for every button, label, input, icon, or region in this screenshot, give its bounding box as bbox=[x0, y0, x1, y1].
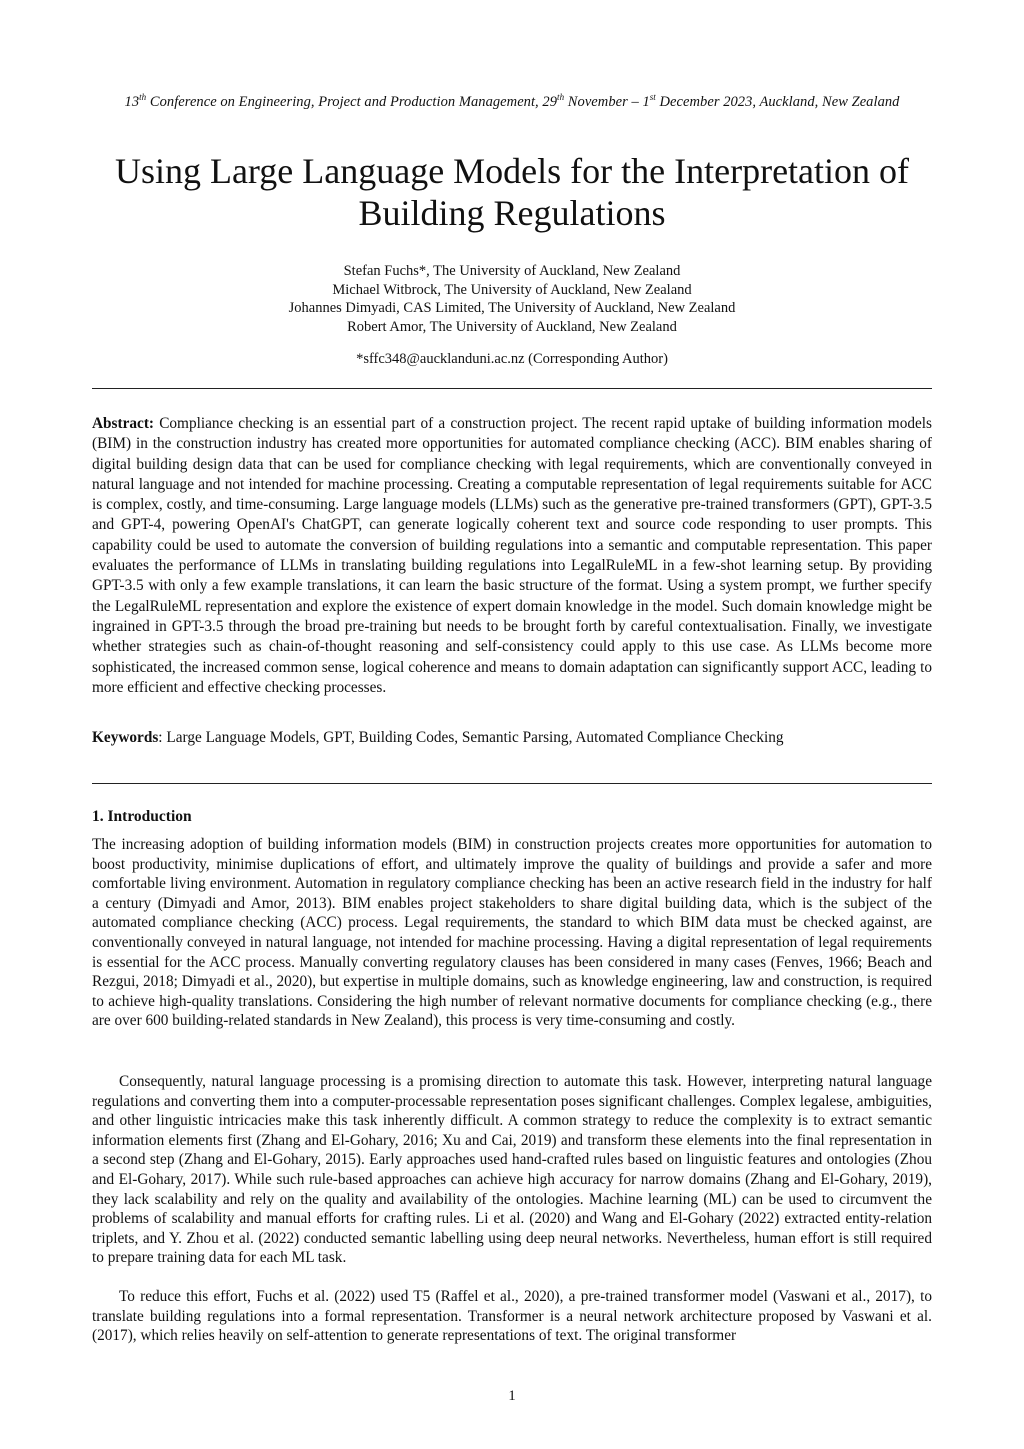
divider-bottom bbox=[92, 783, 932, 784]
page-number: 1 bbox=[508, 1388, 516, 1404]
divider-top bbox=[92, 388, 932, 389]
author-line: Johannes Dimyadi, CAS Limited, The University of Auckland, New Zealand bbox=[288, 300, 736, 316]
keywords-label: Keywords bbox=[92, 729, 159, 746]
conference-middle: November – 1 bbox=[564, 93, 650, 110]
conference-name: Conference on Engineering, Project and Production Management, 29 bbox=[146, 93, 558, 110]
keywords bbox=[92, 728, 932, 748]
conference-tail: December 2023, Auckland, New Zealand bbox=[655, 93, 900, 110]
abstract-text: Compliance checking is an essential part of a construction project. The recent rapid uptake of building information models (BIM) in the construction industry has created more opportunities for automated compliance checking (ACC). BIM enables sharing of digital building design data that can be used for compliance checking with legal requirements, which are conventionally conveyed in natural language and not intended for machine processing. Creating a computable representation of legal requirements suitable for ACC is complex, costly, and time-consuming. Large language models (LLMs) such as the generative pre-trained transformers (GPT), GPT-3.5 and GPT-4, powering OpenAI's ChatGPT, can generate logically coherent text and source code responding to user prompts. This capability could be used to automate the conversion of building regulations into a semantic and computable representation. This paper evaluates the performance of LLMs in translating building regulations into LegalRuleML in a few-shot learning setup. By providing GPT-3.5 with only a few example translations, it can learn the basic structure of the format. Using a system prompt, we further specify the LegalRuleML representation and explore the existence of expert domain knowledge in the model. Such domain knowledge might be ingrained in GPT-3.5 through the broad pre-training but needs to be brought forth by careful contextualisation. Finally, we investigate whether strategies such as chain-of-thought reasoning and self-consistency could apply to this use case. As LLMs become more sophisticated, the increased common sense, logical coherence and means to domain adaptation can significantly support ACC, leading to more efficient and effective checking processes. bbox=[92, 415, 932, 696]
abstract bbox=[92, 414, 932, 698]
body-paragraph: To reduce this effort, Fuchs et al. (2022) used T5 (Raffel et al., 2020), a pre-trained transformer model (Vaswani et al., 2017), to translate building regulations into a formal representation. Transformer is a neural network architecture proposed by Vaswani et al. (2017), which relies heavily on self-attention to generate representations of text. The original transformer bbox=[92, 1288, 932, 1345]
author-line: Robert Amor, The University of Auckland, New Zealand bbox=[347, 318, 677, 335]
conference-end-sup: st bbox=[649, 92, 656, 102]
corresponding-author-email: *sffc348@aucklanduni.ac.nz (Corresponding Author) bbox=[356, 351, 668, 367]
body-paragraph: Consequently, natural language processing is a promising direction to automate this task. However, interpreting natural language regulations and converting them into a computer-processable representation poses significant challenges. Complex legalese, ambiguities, and other linguistic intricacies make this task inherently difficult. A common strategy to reduce the complexity is to extract semantic information elements first (Zhang and El-Gohary, 2016; Xu and Cai, 2019) and transform these elements into the final representation in a second step (Zhang and El-Gohary, 2015). Early approaches used hand-crafted rules based on linguistic features and ontologies (Zhou and El-Gohary, 2017). While such rule-based approaches can achieve high accuracy for narrow domains (Zhang and El-Gohary, 2019), they lack scalability and rely on the quality and availability of the ontologies. Machine learning (ML) can be used to circumvent the problems of scalability and manual efforts for crafting rules. Li et al. (2020) and Wang and El-Gohary (2022) extracted entity-relation triplets, and Y. Zhou et al. (2022) conducted semantic labelling using deep neural networks. Nevertheless, human effort is still required to prepare training data for each ML task. bbox=[92, 1073, 932, 1267]
conference-start-sup: th bbox=[557, 92, 565, 102]
author-line: Michael Witbrock, The University of Auckland, New Zealand bbox=[332, 281, 692, 298]
keywords-text: : Large Language Models, GPT, Building Codes, Semantic Parsing, Automated Compliance Checking bbox=[158, 729, 784, 746]
body-paragraph: The increasing adoption of building information models (BIM) in construction projects creates more opportunities for automation to boost productivity, minimise duplications of effort, and ultimately improve the quality of buildings and provide a safer and more comfortable living environment. Automation in regulatory compliance checking has been an active research field in the industry for half a century (Dimyadi and Amor, 2013). BIM enables project stakeholders to share digital building data, which is the subject of the automated compliance checking (ACC) process. Legal requirements, the standard to which BIM data must be checked against, are conventionally conveyed in natural language, not intended for machine processing. Having a digital representation of legal requirements is essential for the ACC process. Manually converting regulatory clauses has been considered in many cases (Fenves, 1966; Beach and Rezgui, 2018; Dimyadi et al., 2020), but expertise in multiple domains, such as knowledge engineering, law and construction, is required to achieve high-quality translations. Considering the high number of relevant normative documents for compliance checking (e.g., there are over 600 building-related standards in New Zealand), this process is very time-consuming and costly. bbox=[92, 836, 932, 1030]
section-heading: 1. Introduction bbox=[92, 808, 192, 825]
author-list bbox=[90, 262, 934, 336]
conference-number-sup: th bbox=[139, 92, 147, 102]
paper-title: Using Large Language Models for the Interpretation of Building Regulations bbox=[114, 151, 910, 233]
conference-number: 13 bbox=[124, 93, 140, 110]
conference-header bbox=[60, 92, 964, 111]
author-line: Stefan Fuchs*, The University of Auckland, New Zealand bbox=[343, 263, 681, 279]
abstract-label: Abstract: bbox=[92, 415, 155, 432]
